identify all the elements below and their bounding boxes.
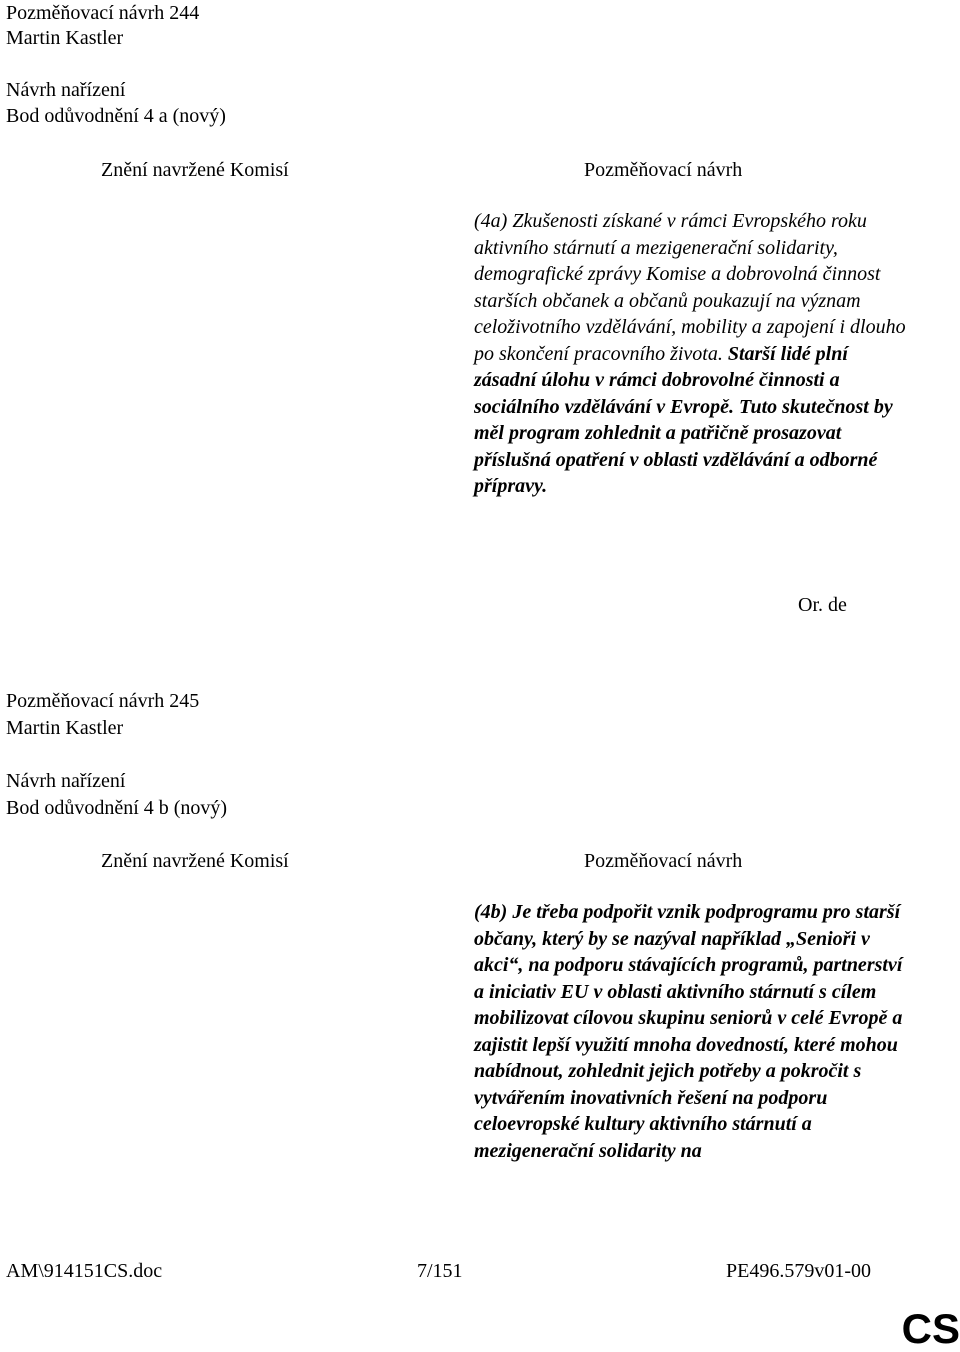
column-label-commission: Znění navržené Komisí [101, 159, 289, 181]
proposal-title: Návrh nařízení [6, 770, 126, 792]
amendment-heading: Pozměňovací návrh 244 [6, 2, 200, 24]
proposal-title: Návrh nařízení [6, 79, 126, 101]
column-label-commission: Znění navržené Komisí [101, 850, 289, 872]
amendment-text [474, 208, 914, 500]
column-label-amendment: Pozměňovací návrh [584, 159, 743, 181]
footer-doc-id: AM\914151CS.doc [6, 1260, 163, 1282]
language-code: CS [901, 1305, 960, 1352]
amendment-text: (4b) Je třeba podpořit vznik podprogramu pro starší občany, který by se nazýval například „Senioři v akci“, na podporu stávajících programů, partnerství a iniciativ EU v oblasti aktivního stárnutí s cílem mobilizovat cílovou skupinu seniorů v celé Evropě a zajistit lepší využití mnoha dovedností, které mohou nabídnout, zohlednit jejich potřeby a pokročit s vytvářením inovativních řešení na podporu celoevropské kultury aktivního stárnutí a mezigenerační solidarity na [474, 901, 903, 1162]
column-label-amendment: Pozměňovací návrh [584, 850, 743, 872]
footer-page-number: 7/151 [417, 1260, 463, 1282]
recital-title: Bod odůvodnění 4 b (nový) [6, 797, 228, 819]
amendment-text-bold: Starší lidé plní zásadní úlohu v rámci dobrovolné činnosti a sociálního vzdělávání v Evropě. Tuto skutečnost by měl program zohlednit a patřičně prosazovat příslušná opatření v oblasti vzdělávání a odborné přípravy. [474, 342, 893, 497]
footer-reference: PE496.579v01-00 [726, 1260, 871, 1282]
recital-title: Bod odůvodnění 4 a (nový) [6, 105, 226, 127]
amendment-text-plain: (4a) Zkušenosti získané v rámci Evropského roku aktivního stárnutí a mezigenerační solidarity, demografické zprávy Komise a dobrovolná činnost starších občanek a občanů poukazují na význam celoživotního vzdělávání, mobility a zapojení i dlouho po skončení pracovního života. [474, 210, 906, 365]
amendment-author: Martin Kastler [6, 717, 124, 739]
amendment-heading: Pozměňovací návrh 245 [6, 690, 200, 712]
original-language: Or. de [798, 594, 847, 616]
amendment-author: Martin Kastler [6, 27, 124, 49]
